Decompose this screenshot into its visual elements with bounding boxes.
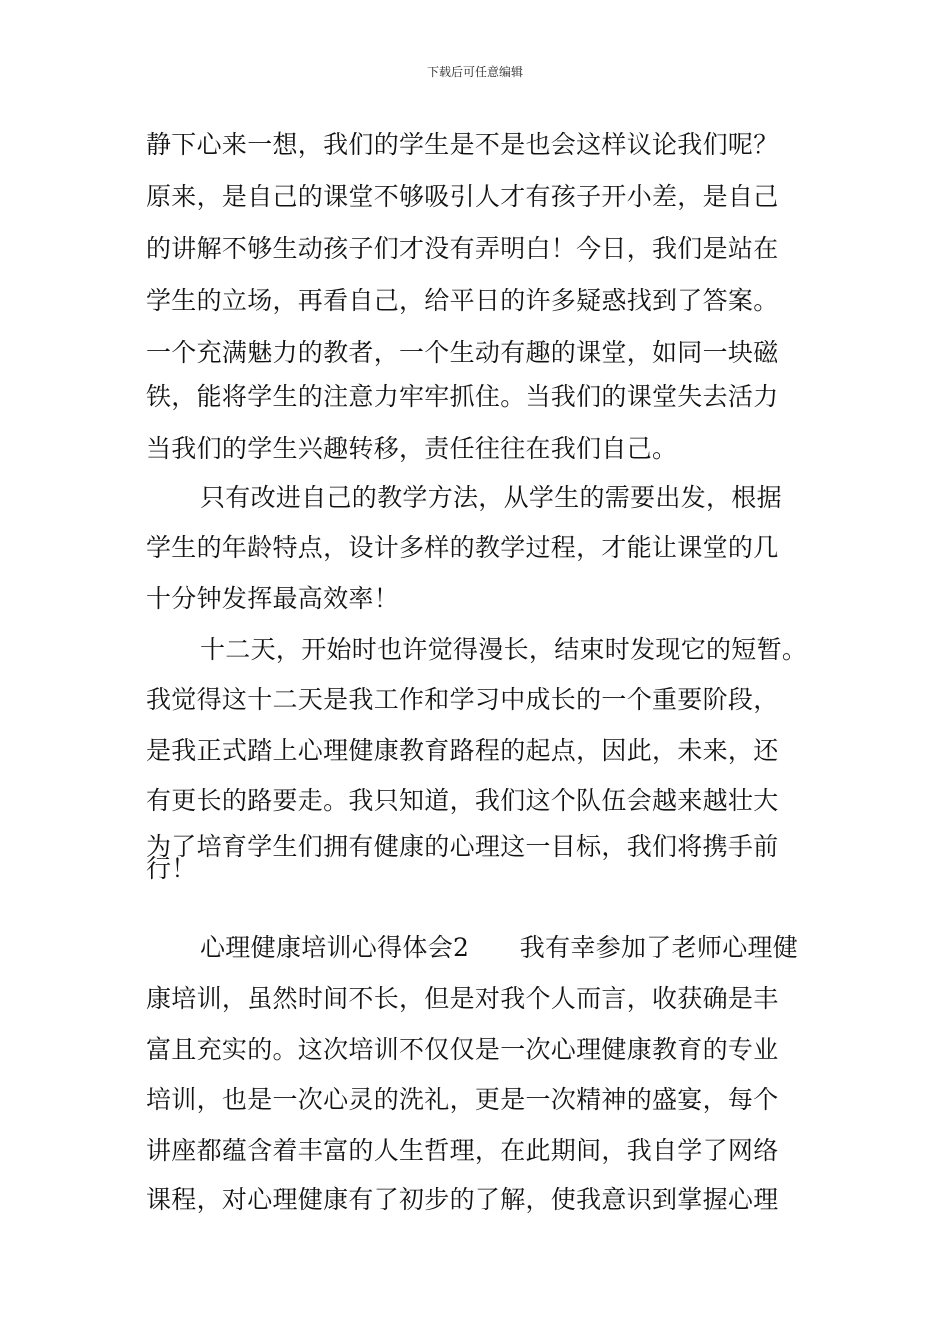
text-line: 康培训，虽然时间不长，但是对我个人而言，收获确是丰	[146, 984, 779, 1013]
text-line: 富且充实的。这次培训不仅仅是一次心理健康教育的专业	[146, 1035, 779, 1064]
text-line: 静下心来一想，我们的学生是不是也会这样议论我们呢？	[146, 130, 779, 159]
text-line: 十分钟发挥最高效率！	[146, 584, 400, 613]
text-line: 一个充满魅力的教者，一个生动有趣的课堂，如同一块磁	[146, 338, 779, 367]
section-heading-line: 心理健康培训心得体会2 我有幸参加了老师心理健	[200, 933, 799, 962]
page-header: 下载后可任意编辑	[426, 65, 523, 79]
text-line: 行！	[146, 854, 197, 883]
text-line: 铁，能将学生的注意力牢牢抓住。当我们的课堂失去活力	[146, 382, 779, 411]
text-line: 原来，是自己的课堂不够吸引人才有孩子开小差，是自己	[146, 182, 779, 211]
text-line: 当我们的学生兴趣转移，责任往往在我们自己。	[146, 434, 678, 463]
text-line: 培训，也是一次心灵的洗礼，更是一次精神的盛宴，每个	[146, 1085, 779, 1114]
text-line: 是我正式踏上心理健康教育路程的起点，因此，未来，还	[146, 736, 779, 765]
paragraph-start-line: 十二天，开始时也许觉得漫长，结束时发现它的短暂。	[200, 635, 808, 664]
text-line: 的讲解不够生动孩子们才没有弄明白！今日，我们是站在	[146, 234, 779, 263]
text-line: 有更长的路要走。我只知道，我们这个队伍会越来越壮大	[146, 786, 779, 815]
text-line: 讲座都蕴含着丰富的人生哲理，在此期间，我自学了网络	[146, 1136, 779, 1165]
paragraph-start-line: 只有改进自己的教学方法，从学生的需要出发，根据	[200, 483, 782, 512]
text-line: 学生的年龄特点，设计多样的教学过程，才能让课堂的几	[146, 533, 779, 562]
text-line: 课程，对心理健康有了初步的了解，使我意识到掌握心理	[146, 1185, 779, 1214]
text-line: 学生的立场，再看自己，给平日的许多疑惑找到了答案。	[146, 286, 779, 315]
text-line: 我觉得这十二天是我工作和学习中成长的一个重要阶段，	[146, 685, 779, 714]
text-line: 为了培育学生们拥有健康的心理这一目标，我们将携手前	[146, 832, 779, 861]
